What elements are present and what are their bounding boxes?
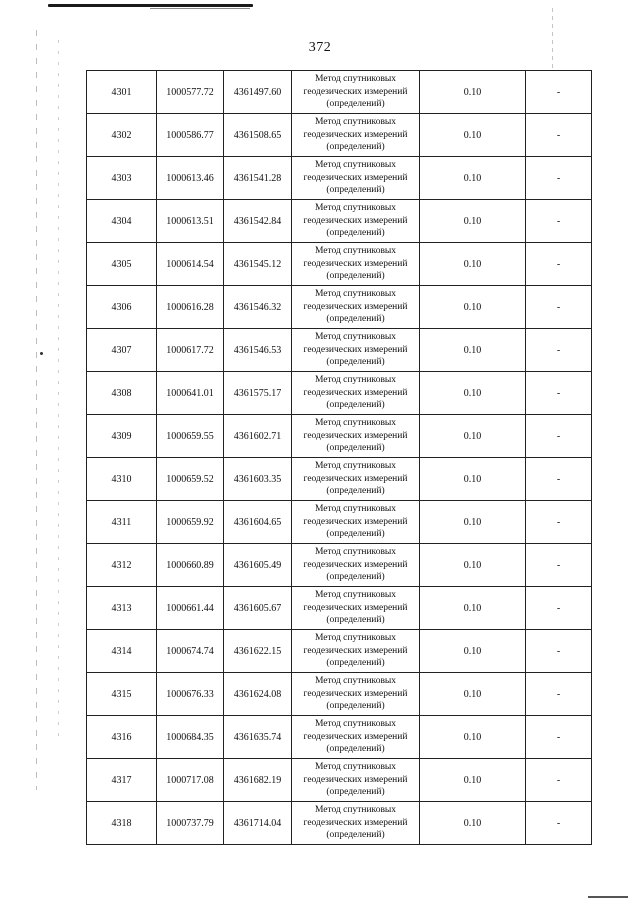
method-line: (определений)	[326, 830, 385, 841]
method-line: Метод спутниковых	[314, 375, 397, 386]
accuracy-cell: 0.10	[420, 673, 526, 716]
y-coordinate-cell: 4361682.19	[224, 759, 292, 802]
point-number-cell: 4312	[87, 544, 157, 587]
method-cell	[292, 802, 420, 845]
method-line: Метод спутниковых	[314, 805, 397, 816]
note-cell: -	[526, 501, 592, 544]
point-number-cell: 4315	[87, 673, 157, 716]
accuracy-cell: 0.10	[420, 802, 526, 845]
y-coordinate-cell: 4361497.60	[224, 71, 292, 114]
method-cell	[292, 114, 420, 157]
x-coordinate-cell: 1000717.08	[157, 759, 224, 802]
method-line: (определений)	[326, 228, 385, 239]
table-row	[87, 243, 592, 286]
method-cell	[292, 200, 420, 243]
y-coordinate-cell: 4361604.65	[224, 501, 292, 544]
note-cell: -	[526, 372, 592, 415]
method-cell	[292, 415, 420, 458]
table-row	[87, 200, 592, 243]
accuracy-cell: 0.10	[420, 544, 526, 587]
method-line: (определений)	[326, 185, 385, 196]
method-cell	[292, 286, 420, 329]
x-coordinate-cell: 1000586.77	[157, 114, 224, 157]
method-line: Метод спутниковых	[314, 504, 397, 515]
point-number-cell: 4318	[87, 802, 157, 845]
table-row	[87, 415, 592, 458]
x-coordinate-cell: 1000684.35	[157, 716, 224, 759]
method-line: Метод спутниковых	[314, 461, 397, 472]
point-number-cell: 4301	[87, 71, 157, 114]
accuracy-cell: 0.10	[420, 415, 526, 458]
method-line: (определений)	[326, 529, 385, 540]
note-cell: -	[526, 243, 592, 286]
method-line: Метод спутниковых	[314, 547, 397, 558]
x-coordinate-cell: 1000676.33	[157, 673, 224, 716]
note-cell: -	[526, 544, 592, 587]
note-cell: -	[526, 200, 592, 243]
x-coordinate-cell: 1000614.54	[157, 243, 224, 286]
note-cell: -	[526, 759, 592, 802]
table-row	[87, 157, 592, 200]
y-coordinate-cell: 4361546.53	[224, 329, 292, 372]
point-number-cell: 4306	[87, 286, 157, 329]
point-number-cell: 4304	[87, 200, 157, 243]
method-line: геодезических измерений	[303, 387, 408, 398]
method-line: Метод спутниковых	[314, 117, 397, 128]
note-cell: -	[526, 716, 592, 759]
method-line: геодезических измерений	[303, 645, 408, 656]
method-cell	[292, 630, 420, 673]
x-coordinate-cell: 1000616.28	[157, 286, 224, 329]
method-line: геодезических измерений	[303, 559, 408, 570]
table-row	[87, 501, 592, 544]
method-line: (определений)	[326, 357, 385, 368]
method-cell	[292, 501, 420, 544]
accuracy-cell: 0.10	[420, 286, 526, 329]
method-line: (определений)	[326, 271, 385, 282]
method-cell	[292, 716, 420, 759]
point-number-cell: 4302	[87, 114, 157, 157]
method-line: геодезических измерений	[303, 86, 408, 97]
table-row	[87, 587, 592, 630]
x-coordinate-cell: 1000613.51	[157, 200, 224, 243]
point-number-cell: 4303	[87, 157, 157, 200]
method-line: (определений)	[326, 572, 385, 583]
y-coordinate-cell: 4361546.32	[224, 286, 292, 329]
method-line: Метод спутниковых	[314, 762, 397, 773]
table-row	[87, 71, 592, 114]
x-coordinate-cell: 1000661.44	[157, 587, 224, 630]
coordinates-table-body	[87, 71, 592, 845]
method-line: геодезических измерений	[303, 301, 408, 312]
note-cell: -	[526, 587, 592, 630]
y-coordinate-cell: 4361545.12	[224, 243, 292, 286]
method-line: (определений)	[326, 486, 385, 497]
method-cell	[292, 157, 420, 200]
point-number-cell: 4310	[87, 458, 157, 501]
point-number-cell: 4309	[87, 415, 157, 458]
scan-artifact-top-line-thin	[150, 8, 250, 9]
table-row	[87, 286, 592, 329]
y-coordinate-cell: 4361635.74	[224, 716, 292, 759]
method-line: Метод спутниковых	[314, 719, 397, 730]
accuracy-cell: 0.10	[420, 329, 526, 372]
method-line: геодезических измерений	[303, 817, 408, 828]
method-line: Метод спутниковых	[314, 74, 397, 85]
table-row	[87, 673, 592, 716]
scan-artifact-bottom-line	[588, 896, 628, 898]
method-line: Метод спутниковых	[314, 633, 397, 644]
accuracy-cell: 0.10	[420, 372, 526, 415]
x-coordinate-cell: 1000659.92	[157, 501, 224, 544]
table-row	[87, 630, 592, 673]
table-row	[87, 329, 592, 372]
x-coordinate-cell: 1000660.89	[157, 544, 224, 587]
y-coordinate-cell: 4361575.17	[224, 372, 292, 415]
x-coordinate-cell: 1000577.72	[157, 71, 224, 114]
note-cell: -	[526, 458, 592, 501]
point-number-cell: 4311	[87, 501, 157, 544]
method-line: геодезических измерений	[303, 774, 408, 785]
x-coordinate-cell: 1000613.46	[157, 157, 224, 200]
method-cell	[292, 243, 420, 286]
accuracy-cell: 0.10	[420, 716, 526, 759]
method-line: (определений)	[326, 443, 385, 454]
method-line: (определений)	[326, 314, 385, 325]
method-line: геодезических измерений	[303, 258, 408, 269]
accuracy-cell: 0.10	[420, 114, 526, 157]
y-coordinate-cell: 4361541.28	[224, 157, 292, 200]
table-row	[87, 458, 592, 501]
method-line: геодезических измерений	[303, 172, 408, 183]
method-line: Метод спутниковых	[314, 332, 397, 343]
method-line: Метод спутниковых	[314, 160, 397, 171]
note-cell: -	[526, 114, 592, 157]
scan-artifact-left-edge	[36, 30, 37, 790]
accuracy-cell: 0.10	[420, 157, 526, 200]
table-row	[87, 544, 592, 587]
method-cell	[292, 372, 420, 415]
accuracy-cell: 0.10	[420, 458, 526, 501]
method-line: геодезических измерений	[303, 731, 408, 742]
page-number: 372	[308, 40, 332, 55]
x-coordinate-cell: 1000659.52	[157, 458, 224, 501]
method-line: (определений)	[326, 701, 385, 712]
scan-artifact-right-edge	[552, 8, 553, 68]
method-line: геодезических измерений	[303, 602, 408, 613]
note-cell: -	[526, 157, 592, 200]
note-cell: -	[526, 286, 592, 329]
method-line: геодезических измерений	[303, 473, 408, 484]
accuracy-cell: 0.10	[420, 71, 526, 114]
method-line: (определений)	[326, 787, 385, 798]
method-line: Метод спутниковых	[314, 246, 397, 257]
accuracy-cell: 0.10	[420, 501, 526, 544]
method-cell	[292, 544, 420, 587]
x-coordinate-cell: 1000674.74	[157, 630, 224, 673]
accuracy-cell: 0.10	[420, 759, 526, 802]
x-coordinate-cell: 1000659.55	[157, 415, 224, 458]
scan-artifact-left-edge-inner	[58, 40, 59, 740]
method-cell	[292, 329, 420, 372]
accuracy-cell: 0.10	[420, 587, 526, 630]
method-line: геодезических измерений	[303, 430, 408, 441]
point-number-cell: 4316	[87, 716, 157, 759]
point-number-cell: 4308	[87, 372, 157, 415]
method-line: (определений)	[326, 400, 385, 411]
method-line: (определений)	[326, 744, 385, 755]
y-coordinate-cell: 4361602.71	[224, 415, 292, 458]
table-row	[87, 802, 592, 845]
note-cell: -	[526, 71, 592, 114]
y-coordinate-cell: 4361605.67	[224, 587, 292, 630]
method-cell	[292, 587, 420, 630]
point-number-cell: 4307	[87, 329, 157, 372]
method-line: (определений)	[326, 142, 385, 153]
method-line: геодезических измерений	[303, 516, 408, 527]
table-row	[87, 372, 592, 415]
method-cell	[292, 458, 420, 501]
note-cell: -	[526, 630, 592, 673]
method-line: Метод спутниковых	[314, 203, 397, 214]
method-line: Метод спутниковых	[314, 289, 397, 300]
y-coordinate-cell: 4361605.49	[224, 544, 292, 587]
y-coordinate-cell: 4361542.84	[224, 200, 292, 243]
point-number-cell: 4313	[87, 587, 157, 630]
y-coordinate-cell: 4361714.04	[224, 802, 292, 845]
method-line: Метод спутниковых	[314, 590, 397, 601]
coordinates-table	[86, 70, 592, 845]
method-line: геодезических измерений	[303, 688, 408, 699]
method-cell	[292, 71, 420, 114]
y-coordinate-cell: 4361622.15	[224, 630, 292, 673]
note-cell: -	[526, 415, 592, 458]
note-cell: -	[526, 802, 592, 845]
point-number-cell: 4305	[87, 243, 157, 286]
accuracy-cell: 0.10	[420, 243, 526, 286]
table-row	[87, 759, 592, 802]
accuracy-cell: 0.10	[420, 200, 526, 243]
scan-artifact-dot	[40, 352, 43, 355]
method-line: Метод спутниковых	[314, 418, 397, 429]
method-line: (определений)	[326, 658, 385, 669]
y-coordinate-cell: 4361508.65	[224, 114, 292, 157]
note-cell: -	[526, 329, 592, 372]
x-coordinate-cell: 1000737.79	[157, 802, 224, 845]
scan-artifact-top-line	[48, 4, 253, 7]
y-coordinate-cell: 4361624.08	[224, 673, 292, 716]
method-line: Метод спутниковых	[314, 676, 397, 687]
table-row	[87, 114, 592, 157]
note-cell: -	[526, 673, 592, 716]
method-line: геодезических измерений	[303, 129, 408, 140]
point-number-cell: 4317	[87, 759, 157, 802]
table-row	[87, 716, 592, 759]
method-line: геодезических измерений	[303, 344, 408, 355]
y-coordinate-cell: 4361603.35	[224, 458, 292, 501]
point-number-cell: 4314	[87, 630, 157, 673]
x-coordinate-cell: 1000641.01	[157, 372, 224, 415]
accuracy-cell: 0.10	[420, 630, 526, 673]
method-line: (определений)	[326, 99, 385, 110]
x-coordinate-cell: 1000617.72	[157, 329, 224, 372]
method-line: геодезических измерений	[303, 215, 408, 226]
method-cell	[292, 673, 420, 716]
method-line: (определений)	[326, 615, 385, 626]
method-cell	[292, 759, 420, 802]
